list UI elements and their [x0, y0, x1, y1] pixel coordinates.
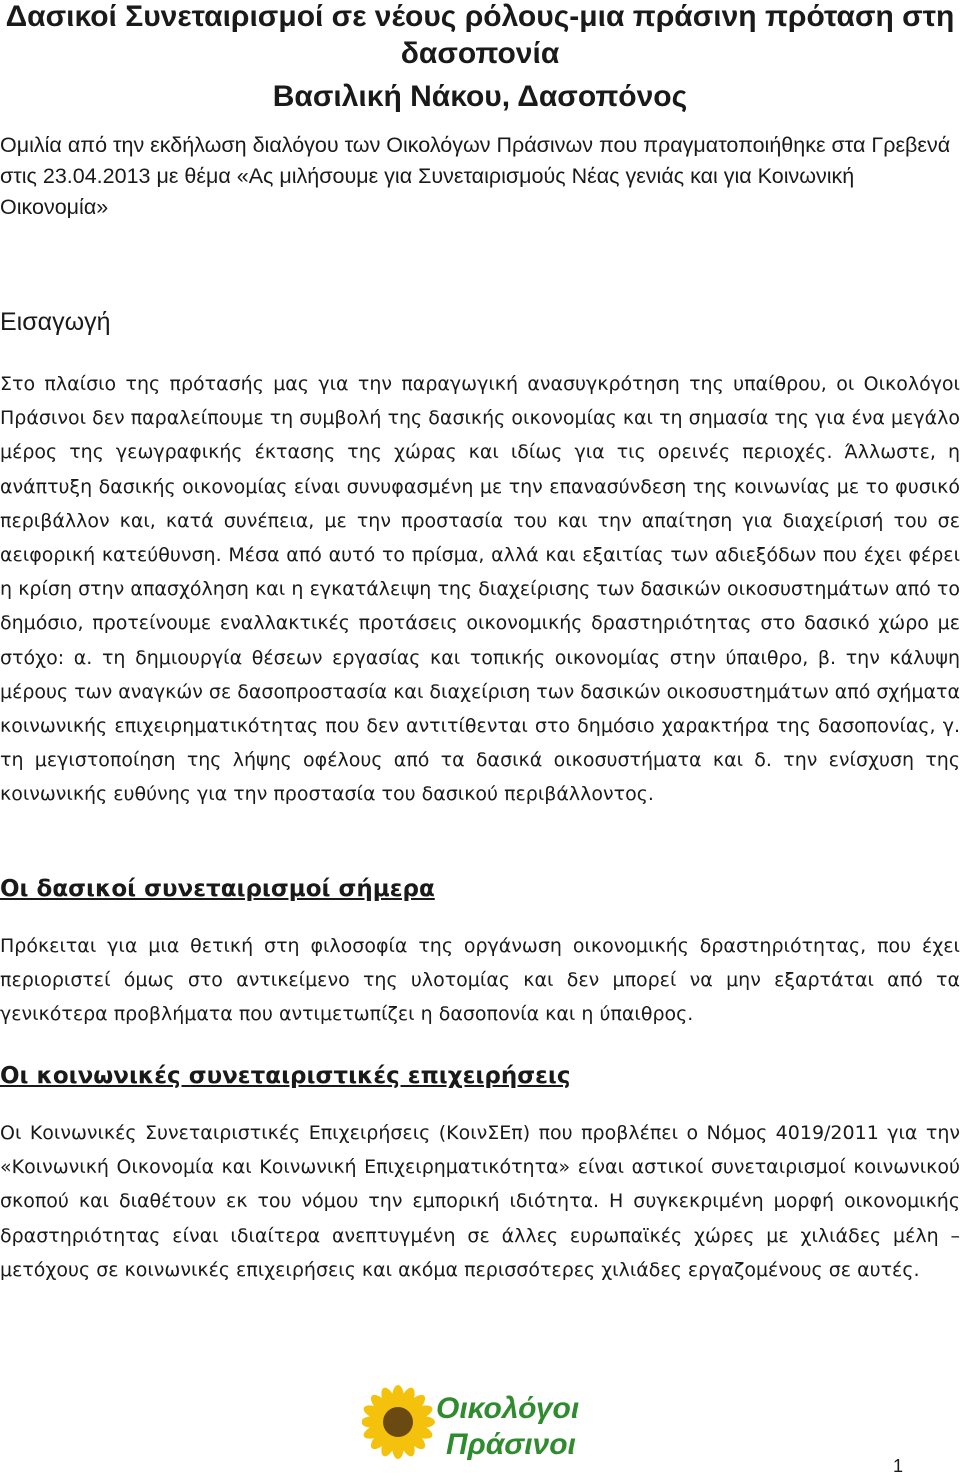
section-heading-cooperatives-today: Οι δασικοί συνεταιρισμοί σήμερα [0, 876, 435, 902]
intro-heading: Εισαγωγή [0, 308, 111, 336]
logo-text-line-1: Οικολόγοι [436, 1392, 580, 1425]
section-paragraph-cooperatives-today: Πρόκειται για μια θετική στη φιλοσοφία της οργάνωση οικονομικής δραστηριότητας, που έχει περιοριστεί όμως στο αντικείμενο της υλοτομίας και δεν μπορεί να μην εξαρτάται από τα γενικότερα προβλήματα που αντιμετωπίζει η δασοπονία και η ύπαιθρος. [0, 935, 960, 1026]
logo-text-line-2: Πράσινοι [446, 1428, 576, 1461]
section-heading-social-enterprises: Οι κοινωνικές συνεταιριστικές επιχειρήσεις [0, 1063, 571, 1089]
document-title-line-2: δασοπονία [400, 37, 560, 70]
document-author: Βασιλική Νάκου, Δασοπόνος [272, 80, 688, 113]
sunflower-icon [362, 1382, 602, 1462]
ecogreens-logo [362, 1382, 602, 1462]
page-number: 1 [893, 1456, 904, 1476]
document-title-line-1: Δασικοί Συνεταιρισμοί σε νέους ρόλους-μια πράσινη πρόταση στη [5, 0, 955, 33]
intro-paragraph: Στο πλαίσιο της πρότασής μας για την παραγωγική ανασυγκρότηση της υπαίθρου, οι Οικολόγοι Πράσινοι δεν παραλείπουμε τη συμβολή της δασικής οικονομίας και τη σημασία της για ένα μεγάλο μέρος της γεωγραφικής έκτασης της χώρας και ιδίως για τις ορεινές περιοχές. Άλλωστε, η ανάπτυξη δασικής οικονομίας είναι συνυφασμένη με την επανασύνδεση της κοινωνίας με το φυσικό περιβάλλον και, κατά συνέπεια, με την προστασία του και την απαίτηση για διαχείρισή του σε αειφορική κατεύθυνση. Μέσα από αυτό το πρίσμα, αλλά και εξαιτίας των αδιεξόδων που έχει φέρει η κρίση στην απασχόληση και η εγκατάλειψη της διαχείρισης των δασικών οικοσυστημάτων από το δημόσιο, προτείνουμε εναλλακτικές προτάσεις οικονομικής δραστηριότητας στο δασικό χώρο με στόχο: α. τη δημιουργία θέσεων εργασίας και τοπικής οικονομίας στην ύπαιθρο, β. την κάλυψη μέρους των αναγκών σε δασοπροστασία και διαχείριση των δασικών οικοσυστημάτων από σχήματα κοινωνικής επιχειρηματικότητας που δεν αντιτίθενται στο δημόσιο χαρακτήρα της δασοπονίας, γ. τη μεγιστοποίηση της λήψης οφέλους από τα δασικά οικοσυστήματα και δ. την ενίσχυση της κοινωνικής ευθύνης για την προστασία του δασικού περιβάλλοντος. [0, 373, 960, 806]
intro-note: Ομιλία από την εκδήλωση διαλόγου των Οικολόγων Πράσινων που πραγματοποιήθηκε στα Γρεβενά στις 23.04.2013 με θέμα «Ας μιλήσουμε για Συνεταιρισμούς Νέας γενιάς και για Κοινωνική Οικονομία» [0, 133, 951, 219]
section-paragraph-social-enterprises: Οι Κοινωνικές Συνεταιριστικές Επιχειρήσεις (ΚοινΣΕπ) που προβλέπει ο Νόμος 4019/2011 για την «Κοινωνική Οικονομία και Κοινωνική Επιχειρηματικότητα» είναι αστικοί συνεταιρισμοί κοινωνικού σκοπού και διαθέτουν εκ του νόμου την εμπορική ιδιότητα. Η συγκεκριμένη μορφή οικονομικής δραστηριότητας είναι ιδιαίτερα ανεπτυγμένη σε άλλες ευρωπαϊκές χώρες με χιλιάδες μέλη – μετόχους σε κοινωνικές επιχειρήσεις και ακόμα περισσότερες χιλιάδες εργαζομένους σε αυτές. [0, 1122, 960, 1281]
